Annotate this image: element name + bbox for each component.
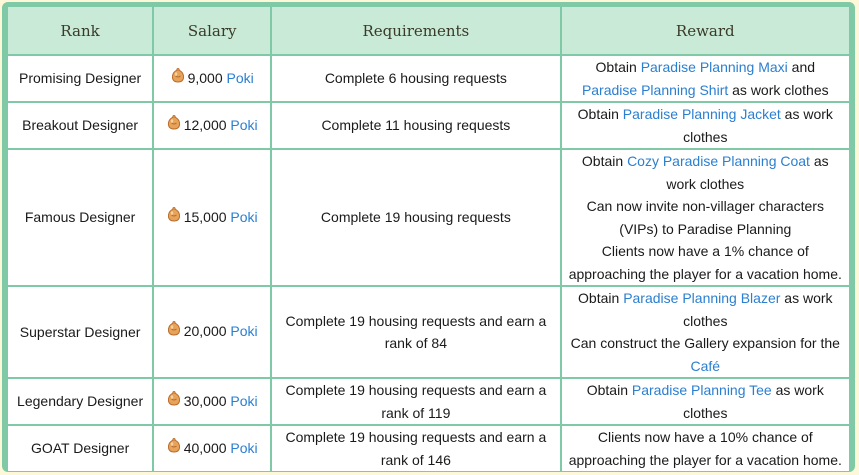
poki-bag-icon xyxy=(167,390,181,413)
table-row xyxy=(8,426,849,471)
reward-item-link[interactable]: Paradise Planning Shirt xyxy=(581,81,729,98)
reward-text-suffix: as work clothes xyxy=(728,81,829,98)
table-row xyxy=(8,379,849,424)
requirements-cell: Complete 19 housing requests xyxy=(272,150,559,285)
header-reward: Reward xyxy=(562,7,849,54)
rank-cell: Famous Designer xyxy=(8,150,152,285)
reward-item-link[interactable]: Paradise Planning Tee xyxy=(631,382,772,398)
poki-link[interactable]: Poki xyxy=(230,392,258,409)
header-rank: Rank xyxy=(8,7,152,54)
poki-link[interactable]: Poki xyxy=(226,69,254,86)
poki-link[interactable]: Poki xyxy=(230,323,258,340)
requirements-cell: Complete 11 housing requests xyxy=(272,103,559,148)
reward-cell xyxy=(562,426,849,471)
poki-bag-icon xyxy=(167,114,181,137)
poki-link[interactable]: Poki xyxy=(230,116,258,133)
reward-text: Clients now have a 1% chance of approaching the player for a vacation home. xyxy=(568,243,842,282)
reward-text: Can now invite non-villager characters (VIPs) to Paradise Planning xyxy=(586,198,824,237)
header-row xyxy=(8,7,849,54)
reward-line xyxy=(568,379,843,424)
requirements-cell: Complete 19 housing requests and earn a rank of 84 xyxy=(272,287,559,377)
rank-cell: Superstar Designer xyxy=(8,287,152,377)
poki-link[interactable]: Poki xyxy=(230,208,258,225)
reward-line xyxy=(568,79,843,102)
reward-text-suffix: as work clothes xyxy=(683,290,833,329)
reward-text-suffix: as work clothes xyxy=(666,153,829,192)
reward-text: Obtain xyxy=(586,382,632,398)
rank-cell: GOAT Designer xyxy=(8,426,152,471)
reward-item-link[interactable]: Paradise Planning Blazer xyxy=(623,290,781,306)
salary-amount: 12,000 xyxy=(183,116,227,133)
poki-bag-icon xyxy=(167,320,181,343)
salary-cell xyxy=(154,426,270,471)
rank-cell: Promising Designer xyxy=(8,56,152,101)
table-body xyxy=(8,56,849,471)
reward-cell xyxy=(562,287,849,377)
table-row xyxy=(8,56,849,101)
reward-text: Can construct the Gallery expansion for the xyxy=(570,335,840,351)
reward-text: Obtain xyxy=(577,106,623,122)
salary-cell xyxy=(154,379,270,424)
salary-cell xyxy=(154,150,270,285)
rank-cell: Legendary Designer xyxy=(8,379,152,424)
reward-text: Obtain xyxy=(578,290,624,306)
reward-item-link[interactable]: Cozy Paradise Planning Coat xyxy=(627,153,810,169)
poki-bag-icon xyxy=(167,437,181,460)
reward-line xyxy=(568,426,843,471)
reward-cell xyxy=(562,56,849,101)
header-salary: Salary xyxy=(154,7,270,54)
reward-line xyxy=(568,195,843,240)
reward-item-link[interactable]: Paradise Planning Maxi xyxy=(640,59,788,75)
reward-line xyxy=(568,103,843,148)
reward-line xyxy=(568,332,843,377)
reward-line xyxy=(568,287,843,332)
reward-cell xyxy=(562,379,849,424)
reward-text-suffix: and xyxy=(787,59,816,75)
requirements-cell: Complete 19 housing requests and earn a rank of 146 xyxy=(272,426,559,471)
reward-cell xyxy=(562,103,849,148)
table-row xyxy=(8,103,849,148)
reward-text: Obtain xyxy=(595,59,641,75)
salary-amount: 40,000 xyxy=(183,439,227,456)
reward-text-suffix: as work clothes xyxy=(683,382,824,421)
header-requirements: Requirements xyxy=(272,7,559,54)
reward-cell xyxy=(562,150,849,285)
table-row xyxy=(8,150,849,285)
salary-amount: 20,000 xyxy=(183,323,227,340)
rank-table xyxy=(6,5,851,473)
rank-cell: Breakout Designer xyxy=(8,103,152,148)
reward-text-suffix: as work clothes xyxy=(683,106,833,145)
reward-item-link[interactable]: Paradise Planning Jacket xyxy=(622,106,781,122)
poki-bag-icon xyxy=(171,67,185,90)
salary-cell xyxy=(154,103,270,148)
reward-item-link[interactable]: Café xyxy=(690,357,721,374)
rank-table-frame xyxy=(2,2,855,472)
salary-amount: 30,000 xyxy=(183,392,227,409)
reward-text: Obtain xyxy=(581,153,628,169)
salary-cell xyxy=(154,56,270,101)
reward-line xyxy=(568,240,843,285)
reward-line xyxy=(568,150,843,195)
reward-line xyxy=(568,56,843,79)
salary-cell xyxy=(154,287,270,377)
salary-amount: 15,000 xyxy=(183,208,227,225)
poki-link[interactable]: Poki xyxy=(230,439,258,456)
salary-amount: 9,000 xyxy=(187,69,223,86)
requirements-cell: Complete 6 housing requests xyxy=(272,56,559,101)
reward-text: Clients now have a 10% chance of approaching the player for a vacation home. xyxy=(568,429,842,468)
poki-bag-icon xyxy=(167,206,181,229)
table-row xyxy=(8,287,849,377)
requirements-cell: Complete 19 housing requests and earn a rank of 119 xyxy=(272,379,559,424)
